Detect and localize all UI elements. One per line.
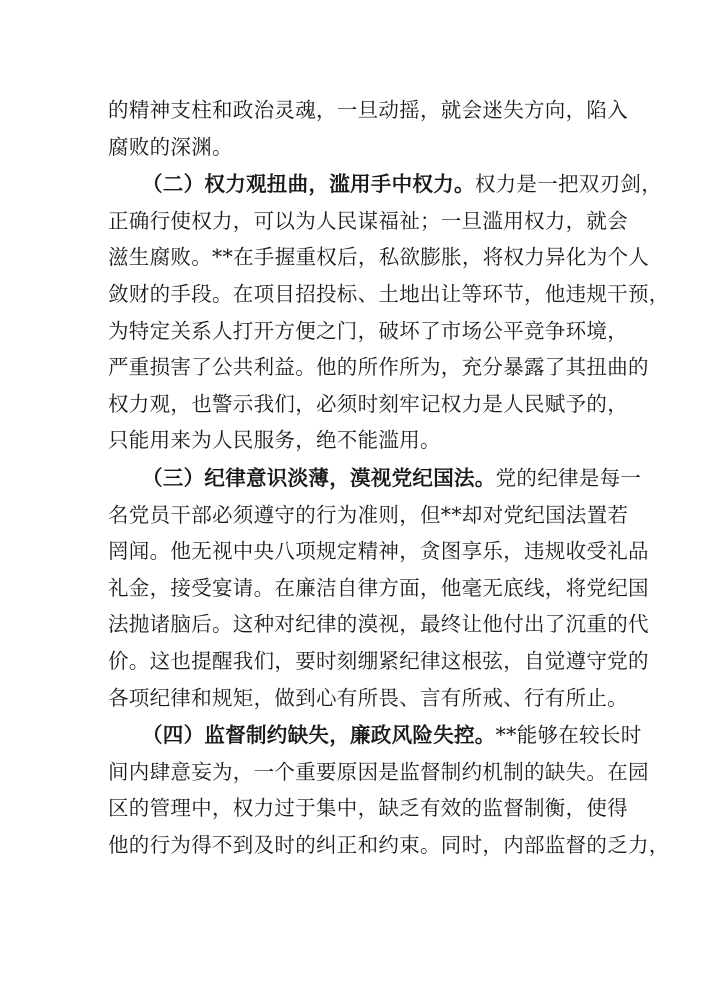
section-text: **能够在较长时 — [495, 723, 642, 748]
paragraph-4 — [108, 717, 670, 863]
section-heading: （四）监督制约缺失，廉政风险失控。 — [142, 723, 496, 748]
text-line: 名党员干部必须遵守的行为准则，但**却对党纪国法置若 — [108, 502, 629, 527]
text-line: 的精神支柱和政治灵魂，一旦动摇，就会迷失方向，陷入 — [108, 98, 628, 122]
paragraph-1 — [108, 92, 628, 165]
text-line: 正确行使权力，可以为人民谋福祉；一旦滥用权力，就会 — [108, 208, 628, 233]
section-text: 党的纪律是每一 — [495, 465, 642, 490]
text-line: 各项纪律和规矩，做到心有所畏、言有所戒、行有所止。 — [108, 685, 628, 710]
text-line: 滋生腐败。**在手握重权后，私欲膨胀，将权力异化为个人 — [108, 245, 650, 270]
text-line: 权力观，也警示我们，必须时刻牢记权力是人民赋予的， — [108, 391, 628, 416]
text-line: 罔闻。他无视中央八项规定精神，贪图享乐，违规收受礼品 — [108, 539, 649, 564]
text-line: 价。这也提醒我们，要时刻绷紧纪律这根弦，自觉遵守党的 — [108, 648, 649, 673]
text-line: 严重损害了公共利益。他的所作所为，充分暴露了其扭曲的 — [108, 355, 649, 380]
text-line: 为特定关系人打开方便之门，破坏了市场公平竞争环境， — [108, 318, 628, 343]
text-line-heading — [108, 166, 663, 203]
paragraph-3 — [108, 460, 649, 716]
text-line: 礼金，接受宴请。在廉洁自律方面，他毫无底线，将党纪国 — [108, 575, 649, 600]
text-line: 敛财的手段。在项目招投标、土地出让等环节，他违规干预， — [108, 281, 670, 306]
document-page — [108, 92, 670, 863]
section-heading: （三）纪律意识淡薄，漠视党纪国法。 — [142, 465, 496, 490]
text-line: 间内肆意妄为，一个重要原因是监督制约机制的缺失。在园 — [108, 759, 649, 784]
text-line: 区的管理中，权力过于集中，缺乏有效的监督制衡，使得 — [108, 796, 628, 821]
text-line-heading — [108, 717, 642, 754]
text-line: 他的行为得不到及时的纠正和约束。同时，内部监督的乏力， — [108, 832, 670, 857]
text-line: 法抛诸脑后。这种对纪律的漠视，最终让他付出了沉重的代 — [108, 612, 649, 637]
paragraph-2 — [108, 166, 670, 459]
text-line: 腐败的深渊。 — [108, 134, 233, 159]
section-heading: （二）权力观扭曲，滥用手中权力。 — [142, 172, 475, 197]
section-text: 权力是一把双刃剑， — [474, 172, 663, 197]
text-line-heading — [108, 460, 642, 497]
text-line: 只能用来为人民服务，绝不能滥用。 — [108, 428, 441, 453]
